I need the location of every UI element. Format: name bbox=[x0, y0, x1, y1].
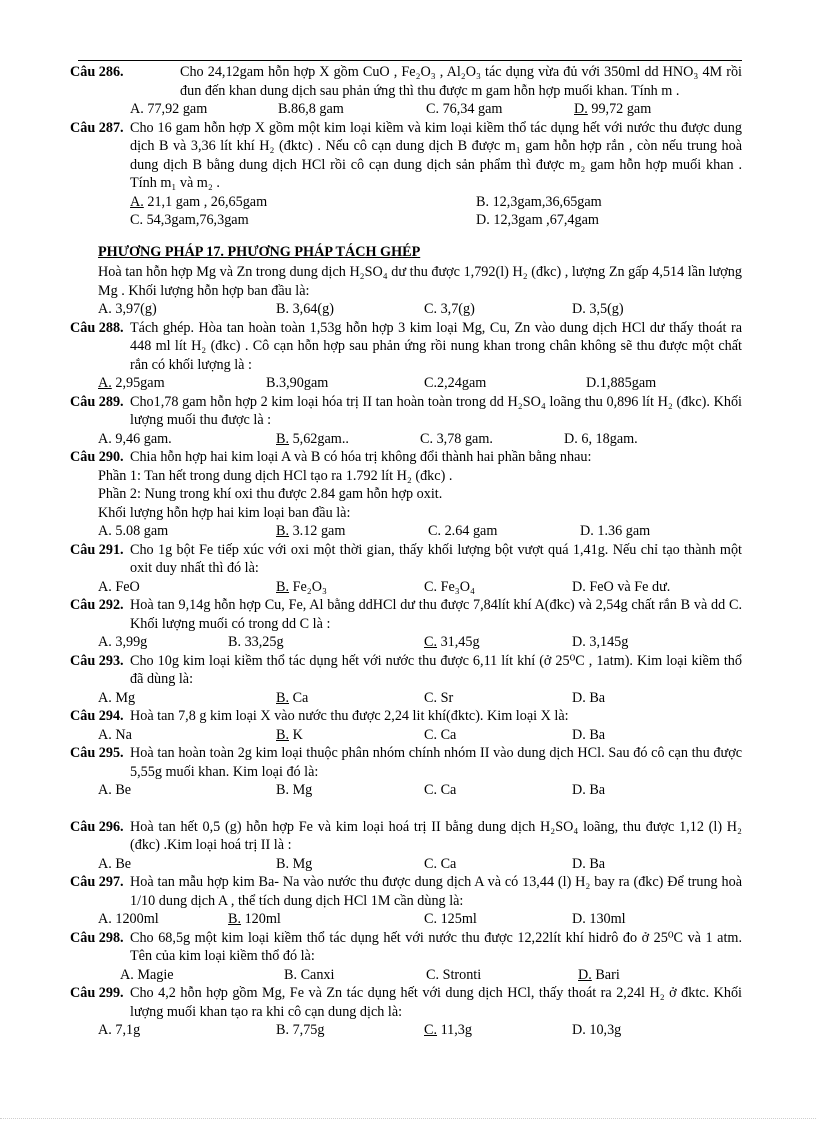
question-number: Câu 291. bbox=[70, 541, 124, 558]
answer-options bbox=[70, 193, 742, 212]
option-d: D. 10,3g bbox=[572, 1022, 622, 1038]
option-a: A. FeO bbox=[98, 578, 140, 595]
question-number: Câu 286. bbox=[70, 64, 124, 80]
question-number: Câu 294. bbox=[70, 708, 124, 724]
option-c: C.2,24gam bbox=[424, 375, 487, 391]
option-d: D. 1.36 gam bbox=[580, 523, 651, 539]
question-291 bbox=[70, 541, 742, 597]
option-a: A. Mg bbox=[98, 689, 136, 706]
question-text: Hoà tan hỗn hợp Mg và Zn trong dung dịch H₂SO₄ dư thu được 1,792(l) H₂ (đkc) , lượng Zn gấp 4,514 lần lượng Mg . Khối lượng hỗn hợp ban đầu là: bbox=[98, 264, 742, 299]
question-number: Câu 293. bbox=[70, 652, 124, 669]
option-c: C. 31,45g bbox=[424, 634, 480, 650]
option-d: D. Ba bbox=[572, 782, 606, 798]
option-b: B. Mg bbox=[276, 782, 313, 798]
option-a: A. 5.08 gam bbox=[98, 523, 169, 539]
option-b: B. 120ml bbox=[228, 911, 281, 927]
option-a: A. 1200ml bbox=[98, 911, 159, 927]
page-bottom-border bbox=[0, 1118, 816, 1119]
question-288 bbox=[70, 319, 742, 393]
question-number: Câu 297. bbox=[70, 874, 124, 890]
option-c: C. Stronti bbox=[426, 966, 482, 983]
question-number: Câu 287. bbox=[70, 119, 124, 136]
option-b: B. 7,75g bbox=[276, 1022, 325, 1038]
option-d: D. Bari bbox=[578, 966, 620, 983]
option-b: B. 12,3gam,36,65gam bbox=[476, 193, 602, 210]
option-a: A. Be bbox=[98, 855, 132, 872]
answer-options bbox=[70, 430, 742, 449]
question-287 bbox=[70, 119, 742, 230]
answer-options bbox=[70, 211, 742, 230]
option-c: C. 76,34 gam bbox=[426, 101, 503, 117]
option-b: B.86,8 gam bbox=[278, 101, 344, 117]
option-d: D. 130ml bbox=[572, 911, 626, 927]
question-number: Câu 299. bbox=[70, 985, 124, 1001]
question-line: Phần 2: Nung trong khí oxi thu được 2.84 gam hỗn hợp oxit. bbox=[98, 486, 443, 502]
question-text: Tách ghép. Hòa tan hoàn toàn 1,53g hỗn hợp 3 kim loại Mg, Cu, Zn vào dung dịch HCl dư thấy thoát ra 448 ml lít H₂ (đkc) . Cô cạn hỗn hợp sau phản ứng rồi nung khan trong chân không sẽ thu được một chất rắn có khối lượng là : bbox=[130, 319, 742, 373]
question-295 bbox=[70, 744, 742, 800]
question-text: Cho 16 gam hỗn hợp X gồm một kim loại kiềm và kim loại kiềm thổ tác dụng hết với nước thu được dung dịch B và 3,36 lít khí H₂ (đktc) . Nếu cô cạn dung dịch B được m₁ gam hỗn hợp rắn , còn nếu trung hoà dung dịch B bằng dung dịch HCl rồi cô cạn dung dịch sản phẩm thì được m₂ gam hỗn hợp muối khan . Tính m₁ và m₂ . bbox=[130, 119, 742, 191]
question-text: Hoà tan 9,14g hỗn hợp Cu, Fe, Al bằng ddHCl dư thu được 7,84lít khí A(đkc) và 2,54g chất rắn B và dd C. Khối lượng muối có trong dd C là : bbox=[130, 597, 742, 632]
header-rule bbox=[78, 60, 742, 61]
option-d: D. Ba bbox=[572, 855, 606, 872]
option-a: A. 3,99g bbox=[98, 634, 148, 650]
option-a: A. 3,97(g) bbox=[98, 301, 157, 317]
intro-problem bbox=[70, 263, 742, 319]
answer-options bbox=[70, 633, 742, 652]
option-c: C. Ca bbox=[424, 855, 457, 872]
question-289 bbox=[70, 393, 742, 449]
option-a: A. 2,95gam bbox=[98, 375, 165, 391]
answer-options bbox=[70, 910, 742, 929]
option-c: C. 125ml bbox=[424, 911, 477, 927]
option-a: A. 21,1 gam , 26,65gam bbox=[130, 193, 268, 210]
question-number: Câu 298. bbox=[70, 929, 124, 946]
option-c: C. 11,3g bbox=[424, 1022, 472, 1038]
question-294 bbox=[70, 707, 742, 744]
option-a: A. Be bbox=[98, 782, 132, 798]
question-290 bbox=[70, 448, 742, 541]
question-text: Hoà tan hoàn toàn 2g kim loại thuộc phân nhóm chính nhóm II vào dung dịch HCl. Sau đó cô cạn thu được 5,55g muối khan. Kim loại đó là: bbox=[130, 745, 742, 780]
option-c: C. 3,7(g) bbox=[424, 301, 475, 317]
option-c: C. 54,3gam,76,3gam bbox=[130, 212, 249, 228]
question-text: Cho 68,5g một kim loại kiềm thổ tác dụng hết với nước thu được 12,22lít khí hidrô đo ở 25⁰C và 1 atm. Tên của kim loại kiềm thổ đó là: bbox=[130, 929, 742, 964]
answer-options bbox=[70, 578, 742, 597]
option-d: D. Ba bbox=[572, 689, 606, 706]
question-text: Cho 4,2 hỗn hợp gồm Mg, Fe và Zn tác dụng hết với dung dịch HCl, thấy thoát ra 2,24l H₂ ở đktc. Khối lượng muối khan tạo ra khi cô cạn dung dịch là: bbox=[130, 985, 742, 1020]
option-d: D. 12,3gam ,67,4gam bbox=[476, 212, 599, 228]
option-a: A. Magie bbox=[120, 966, 174, 983]
question-text: Chia hỗn hợp hai kim loại A và B có hóa trị không đổi thành hai phần bằng nhau: bbox=[130, 449, 592, 465]
question-text: Cho1,78 gam hỗn hợp 2 kim loại hóa trị II tan hoàn toàn trong dd H₂SO₄ loãng thu 0,896 lít H₂ (đkc). Khối lượng muối thu được là : bbox=[130, 393, 742, 428]
option-d: D. FeO và Fe dư. bbox=[572, 578, 671, 595]
option-d: D. 99,72 gam bbox=[574, 101, 652, 117]
question-text: Cho 1g bột Fe tiếp xúc với oxi một thời gian, thấy khối lượng bột vượt quá 1,41g. Nếu chỉ tạo thành một oxit duy nhất thì đó là: bbox=[130, 541, 742, 576]
question-293 bbox=[70, 652, 742, 708]
answer-options bbox=[70, 1021, 742, 1040]
question-text: Hoà tan 7,8 g kim loại X vào nước thu được 2,24 lit khí(đktc). Kim loại X là: bbox=[130, 708, 569, 724]
answer-options bbox=[70, 300, 742, 319]
question-number: Câu 289. bbox=[70, 393, 124, 410]
answer-options bbox=[70, 781, 742, 800]
option-b: B. 5,62gam.. bbox=[276, 430, 349, 447]
option-b: B. 3.12 gam bbox=[276, 523, 346, 539]
question-text: Hoà tan hết 0,5 (g) hỗn hợp Fe và kim loại hoá trị II bằng dung dịch H₂SO₄ loãng, thu được 1,12 (l) H₂ (đkc) .Kim loại hoá trị II là : bbox=[130, 818, 742, 853]
option-b: B. Canxi bbox=[284, 966, 335, 983]
question-text: Cho 24,12gam hỗn hợp X gồm CuO , Fe₂O₃ , Al₂O₃ tác dụng vừa đủ với 350ml dd HNO₃ 4M rồi đun đến khan dung dịch sau phản ứng thì thu được m gam hỗn hợp muối khan. Tính m . bbox=[180, 64, 742, 99]
option-a: A. Na bbox=[98, 726, 132, 743]
question-299 bbox=[70, 984, 742, 1040]
option-b: B. Ca bbox=[276, 689, 309, 706]
answer-options bbox=[70, 966, 742, 985]
question-number: Câu 290. bbox=[70, 449, 124, 465]
option-b: B. 33,25g bbox=[228, 634, 284, 650]
question-text: Hoà tan mẫu hợp kim Ba- Na vào nước thu được dung dịch A và có 13,44 (l) H₂ bay ra (đkc) Để trung hoà 1/10 dung dịch A , thể tích dung dịch HCl 1M cần dùng là: bbox=[130, 874, 742, 909]
section-title: PHƯƠNG PHÁP 17. PHƯƠNG PHÁP TÁCH GHÉP bbox=[98, 243, 421, 260]
option-b: B. 3,64(g) bbox=[276, 301, 334, 317]
option-c: C. Fe₃O₄ bbox=[424, 578, 475, 595]
question-298 bbox=[70, 929, 742, 985]
question-number: Câu 288. bbox=[70, 319, 124, 336]
option-b: B. Mg bbox=[276, 855, 313, 872]
option-b: B. K bbox=[276, 726, 303, 743]
answer-options bbox=[70, 689, 742, 708]
option-d: D. 3,145g bbox=[572, 634, 629, 650]
question-296 bbox=[70, 818, 742, 874]
question-line: Phần 1: Tan hết trong dung dịch HCl tạo ra 1.792 lít H₂ (đkc) . bbox=[98, 467, 453, 484]
question-number: Câu 292. bbox=[70, 597, 124, 613]
document-page bbox=[70, 63, 742, 1040]
question-297 bbox=[70, 873, 742, 929]
answer-options bbox=[70, 522, 742, 541]
option-d: D.1,885gam bbox=[586, 375, 657, 391]
answer-options bbox=[70, 100, 742, 119]
option-c: C. 3,78 gam. bbox=[420, 430, 493, 447]
answer-options bbox=[70, 855, 742, 874]
question-number: Câu 296. bbox=[70, 818, 124, 835]
option-c: C. 2.64 gam bbox=[428, 523, 498, 539]
question-292 bbox=[70, 596, 742, 652]
option-a: A. 77,92 gam bbox=[130, 101, 208, 117]
option-d: D. Ba bbox=[572, 726, 606, 743]
option-d: D. 6, 18gam. bbox=[564, 430, 638, 447]
question-number: Câu 295. bbox=[70, 745, 124, 761]
question-text: Cho 10g kim loại kiềm thổ tác dụng hết với nước thu được 6,11 lít khí (ở 25⁰C , 1atm). Kim loại kiềm thổ đã dùng là: bbox=[130, 652, 742, 687]
question-286 bbox=[70, 63, 742, 119]
option-c: C. Ca bbox=[424, 726, 457, 743]
option-a: A. 9,46 gam. bbox=[98, 430, 172, 447]
question-line: Khối lượng hỗn hợp hai kim loại ban đầu là: bbox=[98, 504, 351, 521]
answer-options bbox=[70, 726, 742, 745]
option-a: A. 7,1g bbox=[98, 1022, 141, 1038]
option-d: D. 3,5(g) bbox=[572, 301, 624, 317]
option-c: C. Ca bbox=[424, 782, 457, 798]
option-b: B. Fe₂O₃ bbox=[276, 578, 327, 595]
answer-options bbox=[70, 374, 742, 393]
option-b: B.3,90gam bbox=[266, 375, 329, 391]
option-c: C. Sr bbox=[424, 689, 454, 706]
